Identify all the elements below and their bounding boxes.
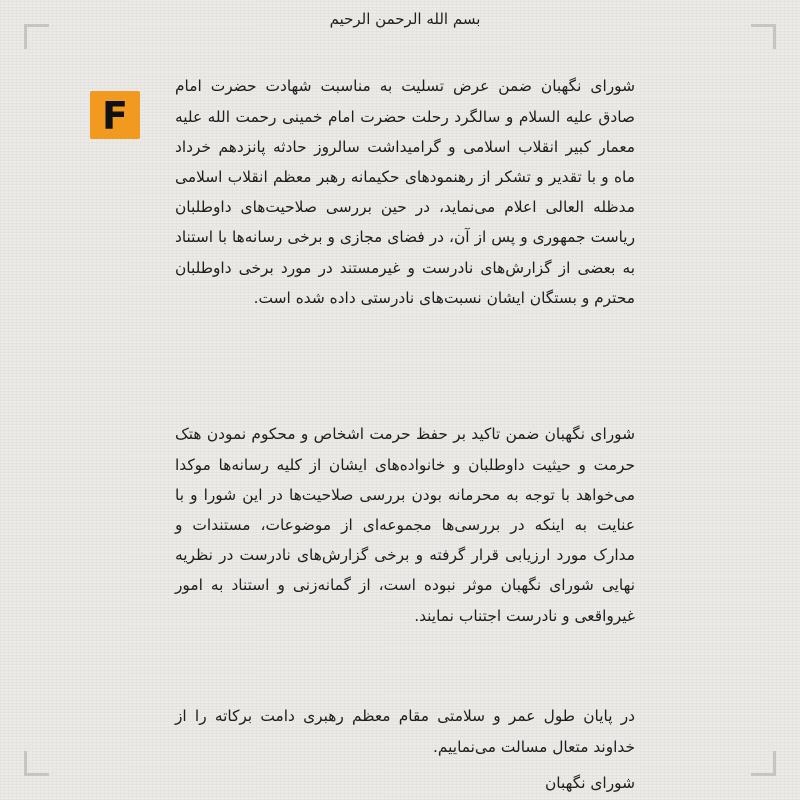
brand-logo xyxy=(90,91,140,139)
corner-ornament-top-left xyxy=(24,24,49,49)
brand-logo-letter: F xyxy=(102,94,128,138)
corner-ornament-top-right xyxy=(751,24,776,49)
bismillah-heading: بسم الله الرحمن الرحیم xyxy=(329,10,481,28)
statement-paragraph-3: در پایان طول عمر و سلامتی مقام معظم رهبری دامت برکاته را از خداوند متعال مسالت می‌نماییم. xyxy=(175,707,635,756)
corner-ornament-bottom-right xyxy=(751,751,776,776)
statement-paragraph-1: شورای نگهبان ضمن عرض تسلیت به مناسبت شهادت حضرت امام صادق علیه السلام و سالگرد رحلت حضرت امام خمینی رحمت الله علیه معمار کبیر انقلاب اسلامی و گرامیداشت سالروز حادثه پانزدهم خرداد ماه و با تقدیر و تشکر از رهنمودهای حکیمانه رهبر معظم انقلاب اسلامی مدظله العالی اعلام می‌نماید، در حین بررسی صلاحیت‌های داوطلبان ریاست جمهوری و پس از آن، در فضای مجازی و برخی رسانه‌ها با استناد به بعضی از گزارش‌های نادرست و غیرمستند در مورد برخی داوطلبان محترم و بستگان ایشان نسبت‌های نادرستی داده شده است. xyxy=(175,77,635,307)
statement-paragraph-2: شورای نگهبان ضمن تاکید بر حفظ حرمت اشخاص و محکوم نمودن هتک حرمت و حیثیت داوطلبان و خانواده‌های ایشان از کلیه رسانه‌ها موکدا می‌خواهد با توجه به محرمانه بودن بررسی صلاحیت‌ها در این شورا و با عنایت به اینکه در بررسی‌ها مجموعه‌ای از موضوعات، مستندات و مدارک مورد ارزیابی قرار گرفته و برخی گزارش‌های نادرست در نظریه نهایی شورای نگهبان موثر نبوده است، از گمانه‌زنی و استناد به امور غیرواقعی و نادرست اجتناب نمایند. xyxy=(175,425,635,625)
signature: شورای نگهبان xyxy=(544,774,635,792)
corner-ornament-bottom-left xyxy=(24,751,49,776)
